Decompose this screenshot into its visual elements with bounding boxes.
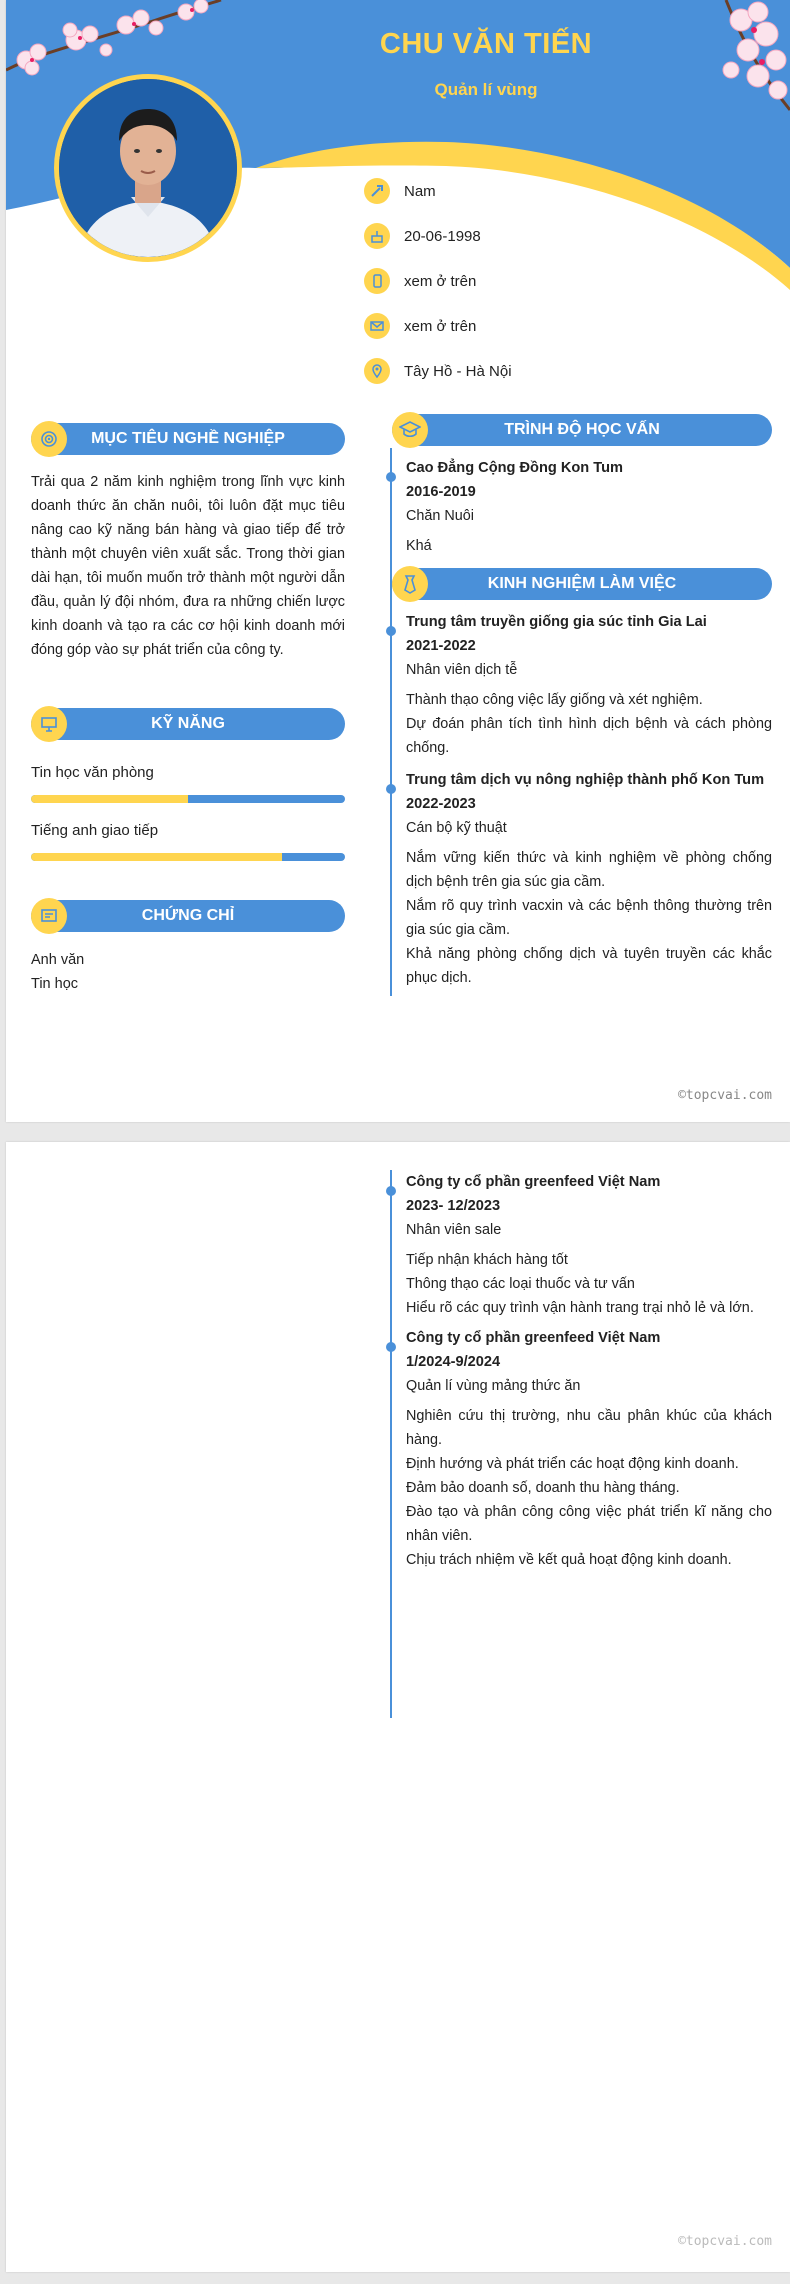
- monitor-icon: [31, 706, 67, 742]
- education-period: 2016-2019: [406, 484, 476, 500]
- education-grade: Khá: [406, 538, 432, 554]
- target-icon: [31, 421, 67, 457]
- experience-detail: Nghiên cứu thị trường, nhu cầu phân khúc của khách hàng.: [406, 1408, 772, 1448]
- education-school: Cao Đẳng Cộng Đồng Kon Tum: [406, 460, 623, 476]
- contact-location: [364, 358, 512, 384]
- experience-detail: Khả năng phòng chống dịch và tuyên truyền các khắc phục dịch.: [406, 946, 772, 986]
- experience-detail: Hiểu rõ các quy trình vận hành trang trại nhỏ lẻ và lớn.: [406, 1300, 754, 1316]
- skill-label-office: Tin học văn phòng: [31, 764, 154, 781]
- cv-page-2: [6, 1142, 790, 2272]
- experience-company: Công ty cổ phần greenfeed Việt Nam: [406, 1330, 661, 1346]
- contact-phone-value: xem ở trên: [404, 272, 477, 290]
- education-title: TRÌNH ĐỘ HỌC VẤN: [392, 414, 772, 446]
- certificate-item: Tin học: [31, 976, 79, 992]
- cv-page-1: [6, 0, 790, 1122]
- watermark: ©topcvai.com: [678, 2234, 772, 2249]
- contact-gender-value: Nam: [404, 182, 436, 200]
- gender-icon: [364, 178, 390, 204]
- skill-bar-english: [31, 853, 345, 861]
- timeline-dot: [386, 1342, 396, 1352]
- timeline-line: [390, 448, 392, 996]
- graduation-cap-icon: [392, 412, 428, 448]
- experience-period: 2023- 12/2023: [406, 1198, 501, 1214]
- experience-entry: [406, 768, 772, 990]
- experience-detail: Nắm vững kiến thức và kinh nghiệm về phòng chống dịch bệnh trên gia súc gia cầm.: [406, 850, 772, 890]
- contact-email: [364, 313, 476, 339]
- certificates-title: CHỨNG CHỈ: [31, 900, 345, 932]
- experience-detail: Nắm rõ quy trình vacxin và các bệnh thông thường trên gia súc gia cầm.: [406, 898, 772, 938]
- candidate-role: Quản lí vùng: [434, 80, 538, 99]
- contact-location-value: Tây Hồ - Hà Nội: [404, 362, 512, 380]
- experience-detail: Định hướng và phát triển các hoạt động kinh doanh.: [406, 1456, 739, 1472]
- timeline-dot: [386, 1186, 396, 1196]
- experience-detail: Tiếp nhận khách hàng tốt: [406, 1252, 568, 1268]
- experience-detail: Chịu trách nhiệm về kết quả hoạt động kinh doanh.: [406, 1552, 732, 1568]
- location-icon: [364, 358, 390, 384]
- experience-period: 2022-2023: [406, 796, 476, 812]
- experience-entry: [406, 1170, 772, 1320]
- experience-detail: Thành thạo công việc lấy giống và xét nghiệm.: [406, 692, 703, 708]
- avatar: [54, 74, 242, 262]
- experience-company: Trung tâm dịch vụ nông nghiệp thành phố Kon Tum: [406, 772, 765, 788]
- experience-position: Quản lí vùng mảng thức ăn: [406, 1378, 581, 1394]
- skills-title: KỸ NĂNG: [31, 708, 345, 740]
- experience-period: 1/2024-9/2024: [406, 1354, 501, 1370]
- contact-phone: [364, 268, 476, 294]
- experience-position: Nhân viên sale: [406, 1222, 502, 1238]
- experience-detail: Đảm bảo doanh số, doanh thu hàng tháng.: [406, 1480, 680, 1496]
- watermark: ©topcvai.com: [678, 1088, 772, 1103]
- experience-position: Cán bộ kỹ thuật: [406, 820, 507, 836]
- experience-company: Công ty cổ phần greenfeed Việt Nam: [406, 1174, 661, 1190]
- experience-entry: [406, 1326, 772, 1572]
- tie-icon: [392, 566, 428, 602]
- phone-icon: [364, 268, 390, 294]
- timeline-line: [390, 1170, 392, 1718]
- objective-text: Trải qua 2 năm kinh nghiệm trong lĩnh vực kinh doanh thức ăn chăn nuôi, tôi luôn đặt mục tiêu nâng cao kỹ năng bán hàng và giao tiếp để trở thành một chuyên viên xuất sắc. Trong thời gian dài hạn, tôi muốn muốn trở thành một người dẫn đầu, quản lý đội nhóm, đưa ra những chiến lược kinh doanh và tạo ra các cơ hội kinh doanh mới đóng góp vào sự phát triển của công ty.: [31, 474, 345, 658]
- certificate-icon: [31, 898, 67, 934]
- timeline-dot: [386, 626, 396, 636]
- email-icon: [364, 313, 390, 339]
- experience-detail: Dự đoán phân tích tình hình dịch bệnh và cách phòng chống.: [406, 716, 772, 756]
- experience-company: Trung tâm truyền giống gia súc tỉnh Gia Lai: [406, 614, 707, 630]
- education-entry: [406, 456, 772, 564]
- timeline-dot: [386, 472, 396, 482]
- contact-birthday: [364, 223, 481, 249]
- contact-birthday-value: 20-06-1998: [404, 227, 481, 245]
- contact-email-value: xem ở trên: [404, 317, 477, 335]
- experience-title: KINH NGHIỆM LÀM VIỆC: [392, 568, 772, 600]
- birthday-icon: [364, 223, 390, 249]
- experience-detail: Đào tạo và phân công công việc phát triển kĩ năng cho nhân viên.: [406, 1504, 772, 1544]
- contact-gender: [364, 178, 436, 204]
- experience-period: 2021-2022: [406, 638, 476, 654]
- skill-fill-english: [31, 853, 282, 861]
- education-major: Chăn Nuôi: [406, 508, 474, 524]
- experience-entry: [406, 610, 772, 760]
- objective-title: MỤC TIÊU NGHỀ NGHIỆP: [31, 423, 345, 455]
- skill-bar-office: [31, 795, 345, 803]
- avatar-photo: [59, 79, 237, 257]
- candidate-name: CHU VĂN TIẾN: [379, 28, 593, 60]
- timeline-dot: [386, 784, 396, 794]
- certificate-item: Anh văn: [31, 952, 85, 968]
- experience-detail: Thông thạo các loại thuốc và tư vấn: [406, 1276, 635, 1292]
- skill-fill-office: [31, 795, 188, 803]
- experience-position: Nhân viên dịch tễ: [406, 662, 518, 678]
- skill-label-english: Tiếng anh giao tiếp: [31, 822, 159, 839]
